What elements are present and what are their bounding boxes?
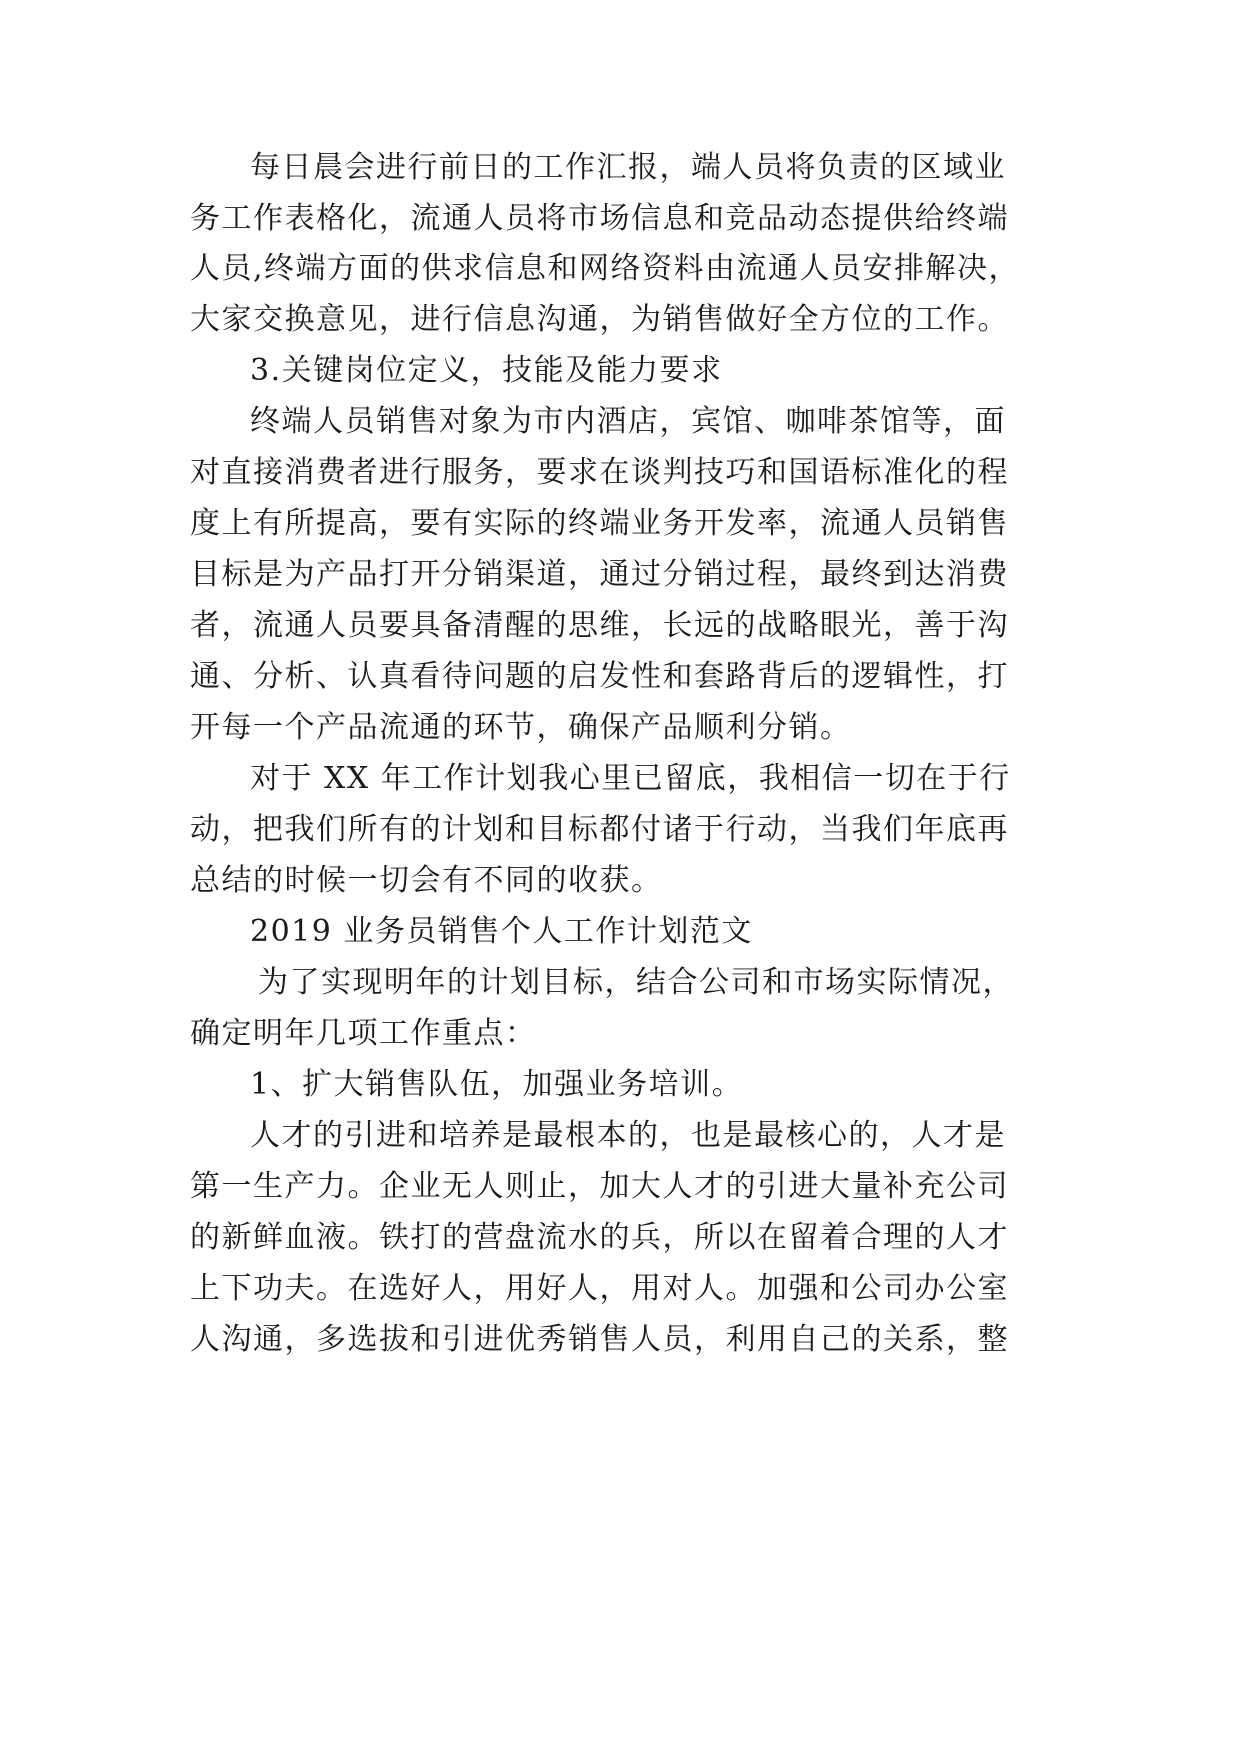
section-heading: 3.关键岗位定义，技能及能力要求 <box>250 353 723 388</box>
text-line: 的新鲜血液。铁打的营盘流水的兵，所以在留着合理的人才 <box>190 1220 1009 1255</box>
text-line: 者，流通人员要具备清醒的思维，长远的战略眼光，善于沟 <box>190 608 1009 643</box>
section-heading: 1、扩大销售队伍，加强业务培训。 <box>250 1067 744 1102</box>
article-title: 2019 业务员销售个人工作计划范文 <box>250 914 753 949</box>
text-line: 对于 XX 年工作计划我心里已留底，我相信一切在于行 <box>250 761 1011 796</box>
text-line: 总结的时候一切会有不同的收获。 <box>190 863 663 898</box>
text-line: 终端人员销售对象为市内酒店，宾馆、咖啡茶馆等，面 <box>250 404 1006 439</box>
text-line: 为了实现明年的计划目标，结合公司和市场实际情况， <box>258 965 1014 1000</box>
text-line: 通、分析、认真看待问题的启发性和套路背后的逻辑性，打 <box>190 659 1009 694</box>
text-line: 确定明年几项工作重点： <box>190 1016 537 1051</box>
text-line: 人员,终端方面的供求信息和网络资料由流通人员安排解决， <box>190 251 1021 286</box>
text-line: 第一生产力。企业无人则止，加大人才的引进大量补充公司 <box>190 1169 1009 1204</box>
text-line: 开每一个产品流通的环节，确保产品顺利分销。 <box>190 710 852 745</box>
text-line: 人才的引进和培养是最根本的，也是最核心的，人才是 <box>250 1118 1006 1153</box>
text-line: 每日晨会进行前日的工作汇报，端人员将负责的区域业 <box>250 150 1006 185</box>
text-line: 对直接消费者进行服务，要求在谈判技巧和国语标准化的程 <box>190 455 1009 490</box>
text-line: 动，把我们所有的计划和目标都付诸于行动，当我们年底再 <box>190 812 1009 847</box>
text-line: 人沟通，多选拔和引进优秀销售人员，利用自己的关系，整 <box>190 1322 1009 1357</box>
text-line: 上下功夫。在选好人，用好人，用对人。加强和公司办公室 <box>190 1271 1009 1306</box>
text-line: 度上有所提高，要有实际的终端业务开发率，流通人员销售 <box>190 506 1009 541</box>
text-line: 目标是为产品打开分销渠道，通过分销过程，最终到达消费 <box>190 557 1009 592</box>
text-line: 务工作表格化，流通人员将市场信息和竞品动态提供给终端 <box>190 201 1009 236</box>
text-line: 大家交换意见，进行信息沟通，为销售做好全方位的工作。 <box>190 302 1009 337</box>
